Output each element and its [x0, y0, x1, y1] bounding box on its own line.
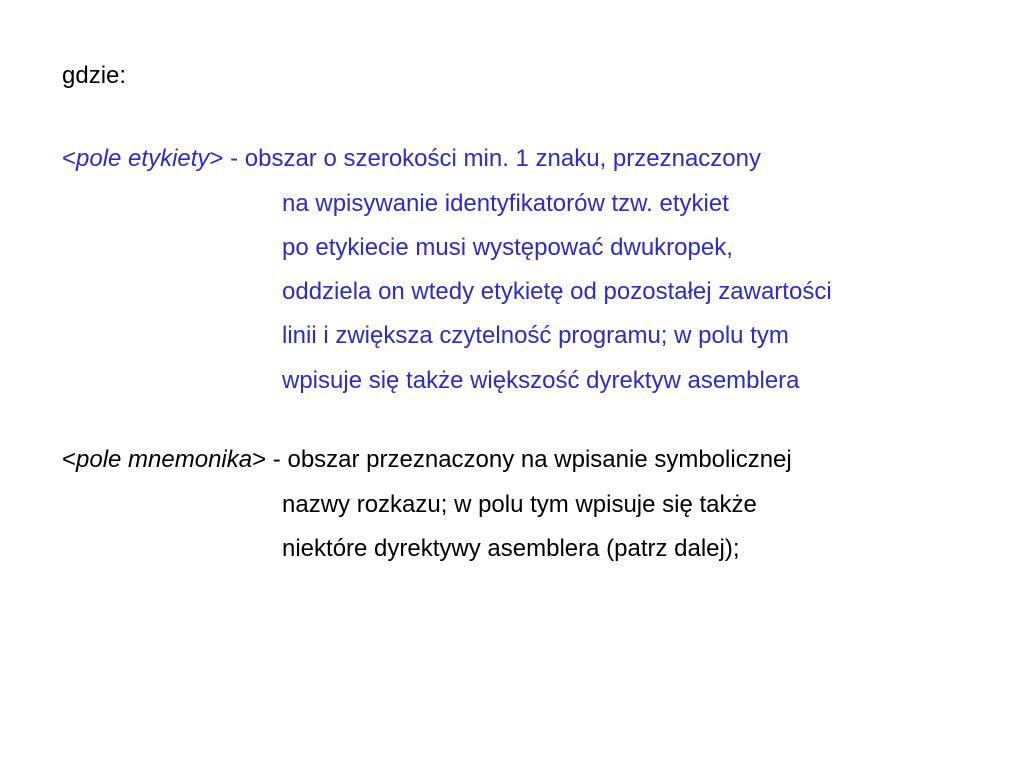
- label-field-close-bracket: >: [209, 145, 224, 172]
- mnemonic-field-heading: [62, 445, 792, 475]
- label-field-line-3: oddziela on wtedy etykietę od pozostałej zawartości: [282, 278, 832, 305]
- label-field-open-bracket: <: [62, 145, 77, 172]
- label-field-line-4: linii i zwiększa czytelność programu; w polu tym: [282, 322, 789, 349]
- label-field-heading: [62, 144, 761, 174]
- label-field-term: pole etykiety: [76, 145, 210, 172]
- label-field-line-2: po etykiecie musi występować dwukropek,: [282, 234, 733, 261]
- mnemonic-field-open-bracket: <: [62, 446, 77, 473]
- mnemonic-field-close-bracket: >: [252, 446, 267, 473]
- label-field-line-5: wpisuje się także większość dyrektyw asemblera: [282, 367, 800, 394]
- mnemonic-field-lead: - obszar przeznaczony na wpisanie symbolicznej: [266, 446, 792, 473]
- label-field-lead: - obszar o szerokości min. 1 znaku, przeznaczony: [223, 145, 761, 172]
- mnemonic-field-line-1: nazwy rozkazu; w polu tym wpisuje się także: [282, 491, 757, 518]
- label-field-line-1: na wpisywanie identyfikatorów tzw. etykiet: [282, 190, 729, 217]
- intro-text: gdzie:: [62, 62, 127, 89]
- mnemonic-field-line-2: niektóre dyrektywy asemblera (patrz dalej);: [282, 535, 740, 562]
- mnemonic-field-term: pole mnemonika: [76, 446, 253, 473]
